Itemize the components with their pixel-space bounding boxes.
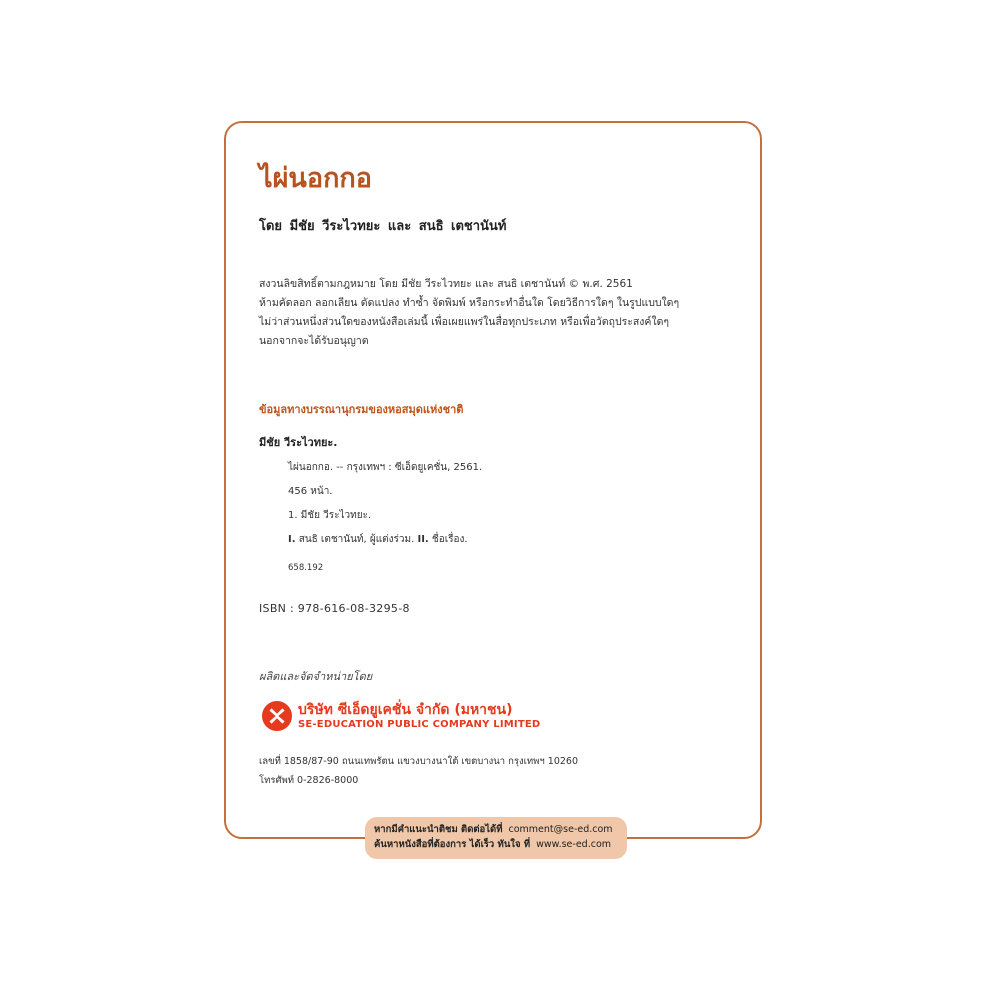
copyright-line: นอกจากจะได้รับอนุญาต xyxy=(259,335,369,347)
book-byline: โดย มีชัย วีระไวทยะ และ สนธิ เตชานันท์ xyxy=(259,219,507,234)
cip-title-line: ไผ่นอกกอ. -- กรุงเทพฯ : ซีเอ็ดยูเคชั่น, 2561. xyxy=(288,462,483,473)
contact-box xyxy=(365,817,627,859)
cip-classification: 658.192 xyxy=(288,563,324,573)
publisher-name-english: SE-EDUCATION PUBLIC COMPANY LIMITED xyxy=(298,719,541,730)
search-text: ค้นหาหนังสือที่ต้องการ ได้เร็ว ทันใจ ที่ xyxy=(374,839,531,850)
copyright-line: สงวนลิขสิทธิ์ตามกฎหมาย โดย มีชัย วีระไวทยะ และ สนธิ เตชานันท์ © พ.ศ. 2561 xyxy=(259,278,633,290)
isbn: ISBN : 978-616-08-3295-8 xyxy=(259,602,410,615)
roman-numeral-2: II. xyxy=(417,534,429,545)
cip-coauthor: สนธิ เตชานันท์, ผู้แต่งร่วม. xyxy=(295,534,418,545)
cip-subject-line: 1. มีชัย วีระไวทยะ. xyxy=(288,510,372,521)
publisher-logo-icon xyxy=(262,701,292,731)
publisher-name-thai: บริษัท ซีเอ็ดยูเคชั่น จำกัด (มหาชน) xyxy=(298,702,513,718)
roman-numeral-1: I. xyxy=(288,534,296,545)
contact-email-link[interactable]: comment@se-ed.com xyxy=(508,824,613,835)
website-link[interactable]: www.se-ed.com xyxy=(536,839,612,850)
contact-line-1 xyxy=(374,822,627,837)
cip-heading: ข้อมูลทางบรรณานุกรมของหอสมุดแห่งชาติ xyxy=(259,403,464,416)
publisher-address-block xyxy=(259,752,578,790)
contact-line-2 xyxy=(374,837,627,852)
cip-author: มีชัย วีระไวทยะ. xyxy=(259,436,338,449)
publisher-address: เลขที่ 1858/87-90 ถนนเทพรัตน แขวงบางนาใต้ เขตบางนา กรุงเทพฯ 10260 xyxy=(259,756,578,767)
copyright-notice xyxy=(259,275,739,351)
cip-pages-line: 456 หน้า. xyxy=(288,486,333,497)
copyright-line: ไม่ว่าส่วนหนึ่งส่วนใดของหนังสือเล่มนี้ เพื่อเผยแพร่ในสื่อทุกประเภท หรือเพื่อวัตถุประสงค์ใดๆ xyxy=(259,316,670,328)
feedback-text: หากมีคำแนะนำติชม ติดต่อได้ที่ xyxy=(374,824,503,835)
cip-entries-line xyxy=(288,532,468,547)
producer-label: ผลิตและจัดจำหน่ายโดย xyxy=(259,670,373,683)
book-title: ไผ่นอกกอ xyxy=(259,163,372,194)
copyright-line: ห้ามคัดลอก ลอกเลียน ดัดแปลง ทำซ้ำ จัดพิมพ์ หรือกระทำอื่นใด โดยวิธีการใดๆ ในรูปแบบใดๆ xyxy=(259,297,680,309)
publisher-phone: โทรศัพท์ 0-2826-8000 xyxy=(259,775,359,786)
cip-title-entry: ชื่อเรื่อง. xyxy=(428,534,468,545)
